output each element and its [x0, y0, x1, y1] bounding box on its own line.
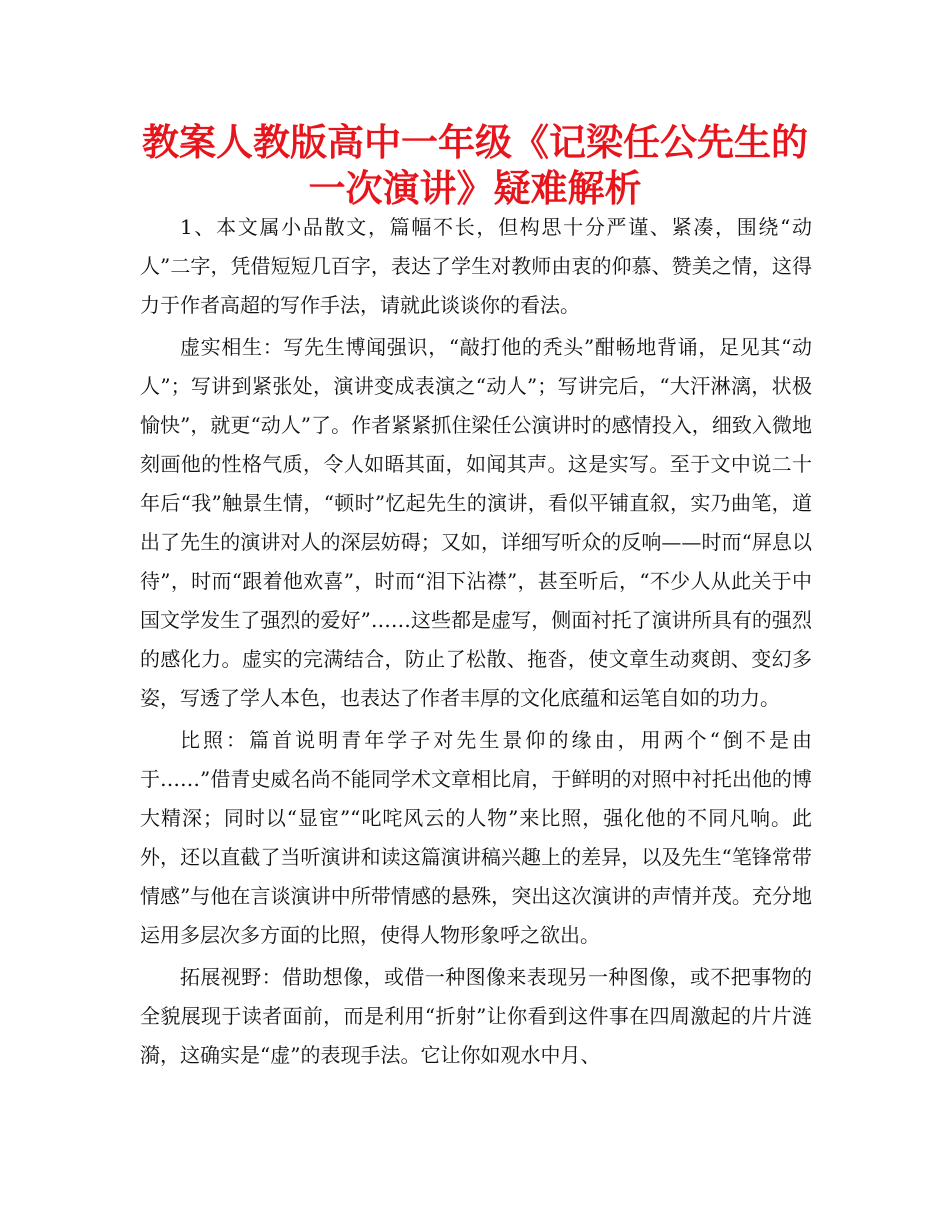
paragraph-question: 1、本文属小品散文，篇幅不长，但构思十分严谨、紧凑，围绕“动人”二字，凭借短短几百字，表达了学生对教师由衷的仰慕、赞美之情，这得力于作者高超的写作手法，请就此谈谈你的看法。: [140, 215, 812, 317]
paragraph-xushi: 虚实相生：写先生博闻强识，“敲打他的秃头”酣畅地背诵，足见其“动人”；写讲到紧张处，演讲变成表演之“动人”；写讲完后，“大汗淋漓，状极愉快”，就更“动人”了。作者紧紧抓住梁任公演讲时的感情投入，细致入微地刻画他的性格气质，令人如晤其面，如闻其声。这是实写。至于文中说二十年后“我”触景生情，“顿时”忆起先生的演讲，看似平铺直叙，实乃曲笔，道出了先生的演讲对人的深层妨碍；又如，详细写听众的反响——时而“屏息以待”，时而“跟着他欢喜”，时而“泪下沾襟”，甚至听后，“不少人从此关于中国文学发生了强烈的爱好”……这些都是虚写，侧面衬托了演讲所具有的强烈的感化力。虚实的完满结合，防止了松散、拖沓，使文章生动爽朗、变幻多姿，写透了学人本色，也表达了作者丰厚的文化底蕴和运笔自如的功力。: [140, 335, 812, 710]
title-line-1: 教案人教版高中一年级《记梁任公先生的: [142, 121, 808, 164]
paragraph-bizhao: 比照：篇首说明青年学子对先生景仰的缘由，用两个“倒不是由于……”借青史威名尚不能同学术文章相比肩，于鲜明的对照中衬托出他的博大精深；同时以“显宦”“叱咤风云的人物”来比照，强化他的不同凡响。此外，还以直截了当听演讲和读这篇演讲稿兴趣上的差异，以及先生“笔锋常带情感”与他在言谈演讲中所带情感的悬殊，突出这次演讲的声情并茂。充分地运用多层次多方面的比照，使得人物形象呼之欲出。: [140, 728, 812, 947]
document-body: [140, 208, 812, 1078]
document-title: [100, 120, 850, 212]
paragraph-tuozhan: 拓展视野：借助想像，或借一种图像来表现另一种图像，或不把事物的全貌展现于读者面前，而是利用“折射”让你看到这件事在四周激起的片片涟漪，这确实是“虚”的表现手法。它让你如观水中月、: [140, 965, 812, 1067]
title-line-2: 一次演讲》疑难解析: [308, 167, 642, 210]
